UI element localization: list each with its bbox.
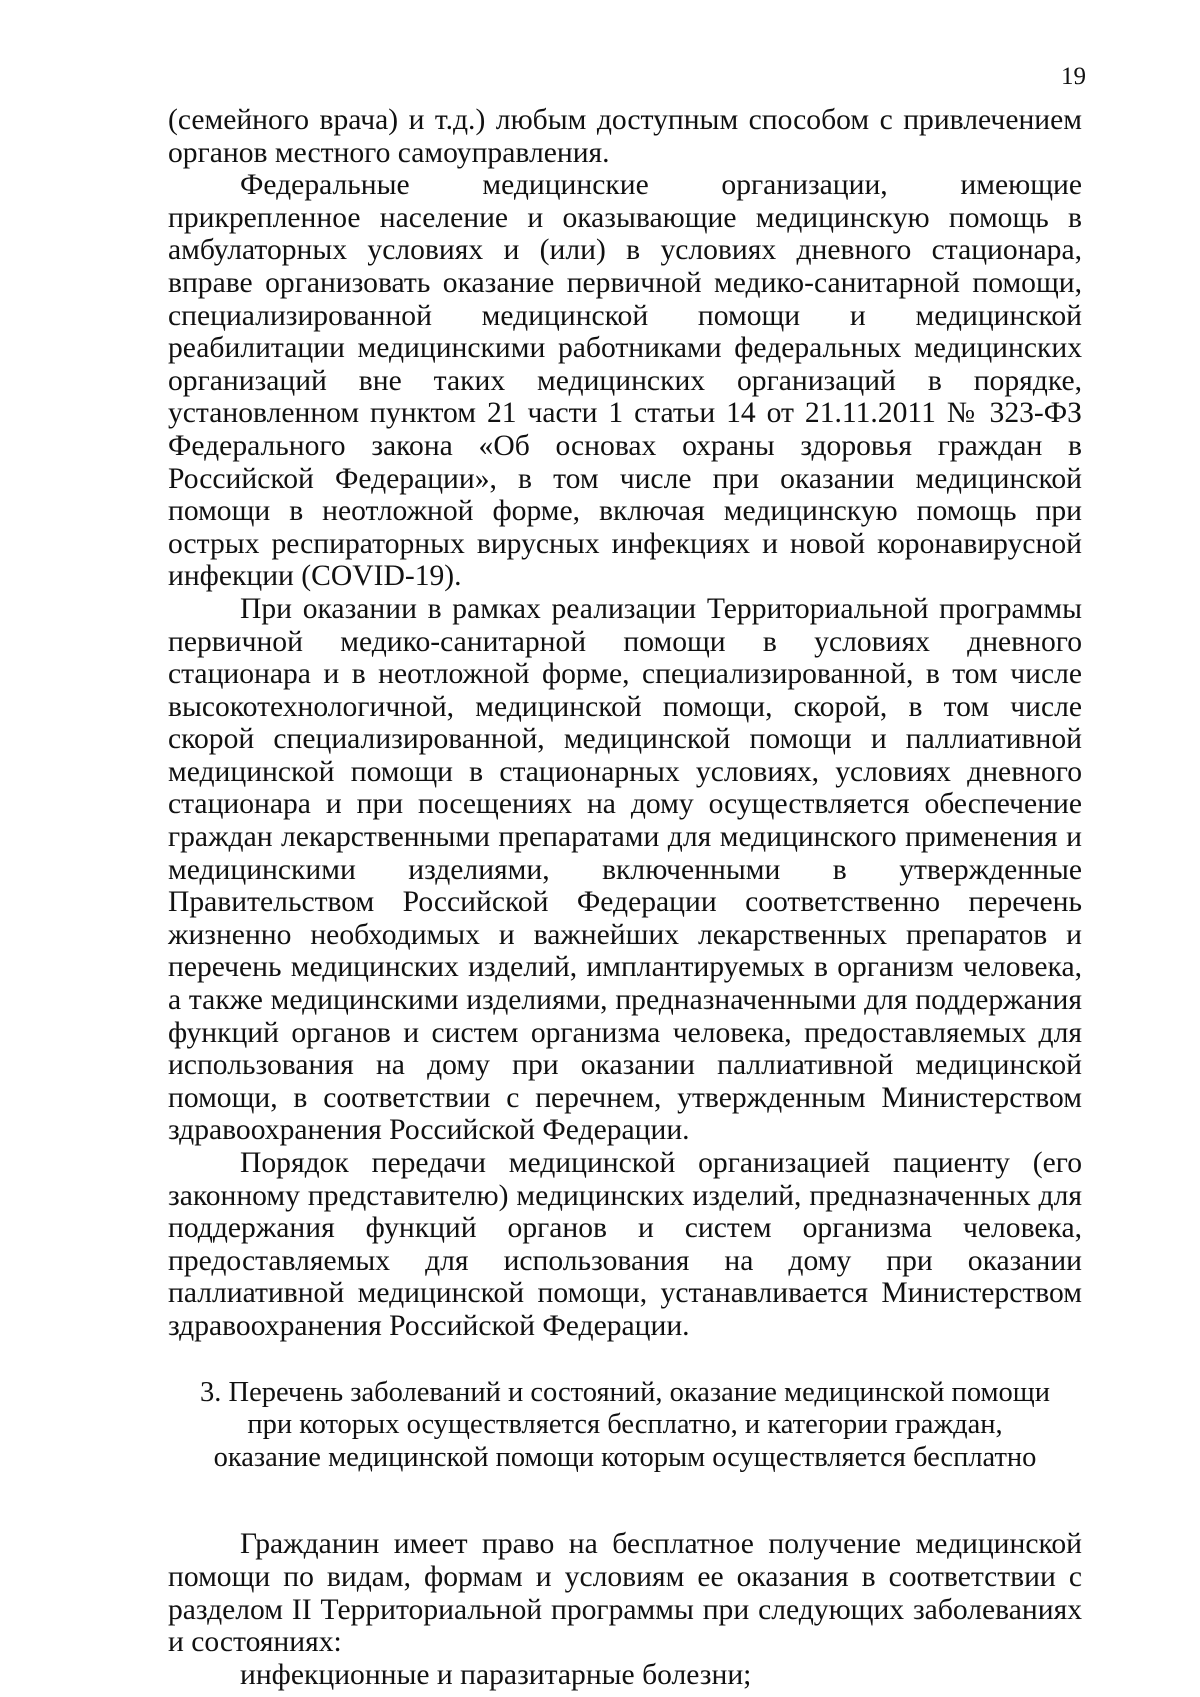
list-item: инфекционные и паразитарные болезни; — [240, 1658, 752, 1691]
section-intro: Гражданин имеет право на бесплатное получение медицинской помощи по видам, формам и условиям ее оказания в соответствии с разделом II Территориальной программы при следующих заболеваниях и состояниях: — [168, 1528, 1082, 1659]
section-heading: 3. Перечень заболеваний и состояний, оказание медицинской помощи при которых осуществляется бесплатно, и категории граждан, оказание медицинской помощи которым осуществляется бесплатно — [199, 1376, 1051, 1473]
paragraph-continuation: (семейного врача) и т.д.) любым доступным способом с привлечением органов местного самоуправления. — [168, 104, 1082, 169]
paragraph-drug-provision: При оказании в рамках реализации Территориальной программы первичной медико-санитарной помощи в условиях дневного стационара и в неотложной форме, специализированной, в том числе высокотехнологичной, медицинской помощи, скорой, в том числе скорой специализированной, медицинской помощи и паллиативной медицинской помощи в стационарных условиях, условиях дневного стационара и при посещениях на дому осуществляется обеспечение граждан лекарственными препаратами для медицинского применения и медицинскими изделиями, включенными в утвержденные Правительством Российской Федерации соответственно перечень жизненно необходимых и важнейших лекарственных препаратов и перечень медицинских изделий, имплантируемых в организм человека, а также медицинскими изделиями, предназначенными для поддержания функций органов и систем организма человека, предоставляемых для использования на дому при оказании паллиативной медицинской помощи, в соответствии с перечнем, утвержденным Министерством здравоохранения Российской Федерации. — [168, 592, 1082, 1147]
paragraph-device-transfer: Порядок передачи медицинской организацией пациенту (его законному представителю) медицинских изделий, предназначенных для поддержания функций органов и систем организма человека, предоставляемых для использования на дому при оказании паллиативной медицинской помощи, устанавливается Министерством здравоохранения Российской Федерации. — [168, 1147, 1082, 1342]
paragraph-federal-organizations: Федеральные медицинские организации, имеющие прикрепленное население и оказывающие медицинскую помощь в амбулаторных условиях и (или) в условиях дневного стационара, вправе организовать оказание первичной медико-санитарной помощи, специализированной медицинской помощи и медицинской реабилитации медицинскими работниками федеральных медицинских организаций вне таких медицинских организаций в порядке, установленном пунктом 21 части 1 статьи 14 от 21.11.2011 № 323-ФЗ Федерального закона «Об основах охраны здоровья граждан в Российской Федерации», в том числе при оказании медицинской помощи в неотложной форме, включая медицинскую помощь при острых респираторных вирусных инфекциях и новой коронавирусной инфекции (COVID-19). — [168, 169, 1082, 593]
document-body — [168, 104, 1082, 1691]
page-number: 19 — [1061, 63, 1086, 90]
